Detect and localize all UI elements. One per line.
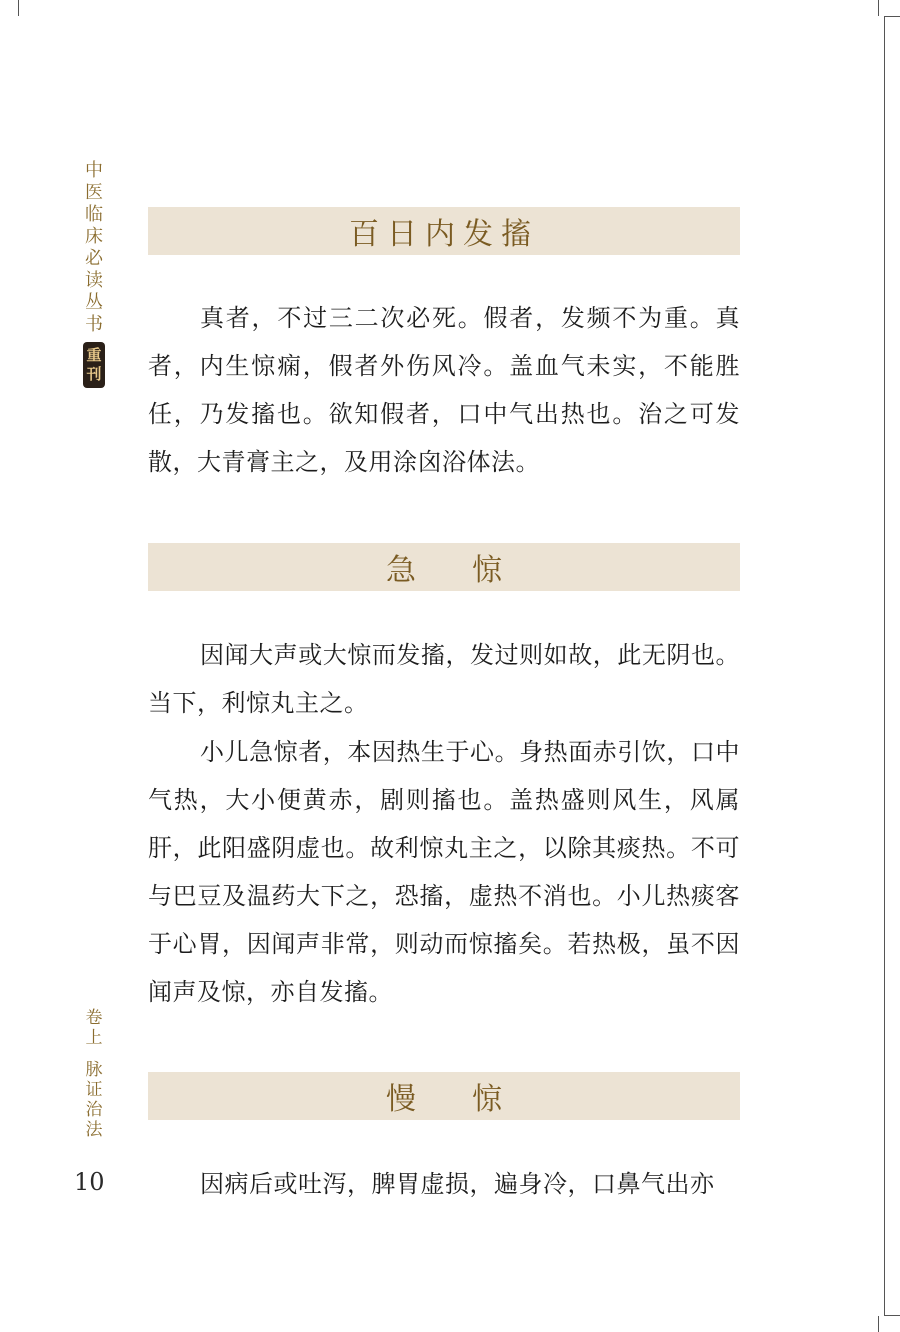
chapter-label [83, 1008, 105, 1140]
crop-mark-top-left [18, 0, 19, 16]
chapter-char: 脉 [85, 1060, 103, 1080]
chapter-char: 证 [85, 1080, 103, 1100]
crop-mark-bottom-right [878, 1316, 879, 1332]
paragraph: 因病后或吐泻，脾胃虚损，遍身冷，口鼻气出亦 [200, 1170, 715, 1198]
chapter-char: 法 [85, 1120, 103, 1140]
paragraph: 小儿急惊者，本因热生于心。身热面赤引饮，口中气热，大小便黄赤，剧则搐也。盖热盛则风生，风属肝，此阳盛阴虚也。故利惊丸主之，以除其痰热。不可与巴豆及温药大下之，恐搐，虚热不消也。小儿热痰客于心胃，因闻声非常，则动而惊搐矣。若热极，虽不因闻声及惊，亦自发搐。 [148, 738, 740, 1006]
chapter-char: 卷 [85, 1008, 103, 1028]
section-heading [148, 1072, 740, 1120]
series-char: 读 [85, 270, 103, 291]
paragraph: 真者，不过三二次必死。假者，发频不为重。真者，内生惊痫，假者外伤风冷。盖血气未实，不能胜任，乃发搐也。欲知假者，口中气出热也。治之可发散，大青膏主之，及用涂囟浴体法。 [148, 304, 740, 476]
series-char: 医 [85, 182, 103, 203]
section-heading [148, 207, 740, 255]
series-char: 必 [85, 248, 103, 269]
section-title: 慢惊 [386, 1082, 558, 1117]
crop-mark-top-right [878, 0, 879, 16]
page-number: 10 [74, 1168, 105, 1196]
series-char: 中 [85, 160, 103, 181]
section-title: 急惊 [386, 553, 558, 588]
crop-mark-bottom-right-h [884, 1315, 900, 1316]
chapter-char: 治 [85, 1100, 103, 1120]
chapter-char: 上 [85, 1028, 103, 1048]
paragraph: 因闻大声或大惊而发搐，发过则如故，此无阴也。当下，利惊丸主之。 [148, 641, 740, 717]
crop-mark-right-edge [884, 16, 885, 1316]
series-char: 丛 [85, 292, 103, 313]
seal-char: 刊 [86, 365, 102, 383]
crop-mark-top-right-h [884, 16, 900, 17]
section-heading [148, 543, 740, 591]
series-char: 书 [85, 314, 103, 335]
reprint-seal [83, 342, 105, 388]
series-char: 临 [85, 204, 103, 225]
seal-char: 重 [86, 346, 102, 364]
section-title: 百日内发搐 [349, 217, 539, 252]
series-label [83, 160, 105, 388]
series-char: 床 [85, 226, 103, 247]
